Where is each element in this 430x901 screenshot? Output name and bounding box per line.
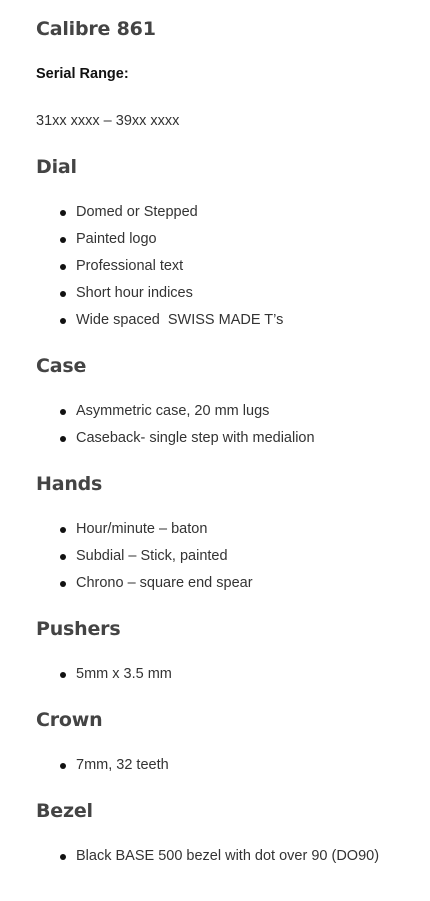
bullet-icon — [60, 581, 66, 587]
page-title: Calibre 861 — [36, 18, 156, 40]
serial-range-label: Serial Range: — [36, 66, 129, 82]
list-item-text: Asymmetric case, 20 mm lugs — [76, 403, 270, 419]
bullet-icon — [60, 527, 66, 533]
list-item — [36, 520, 253, 547]
list-item-text: Chrono – square end spear — [76, 575, 253, 591]
bullet-icon — [60, 291, 66, 297]
dial-list — [36, 203, 283, 338]
crown-heading: Crown — [36, 709, 103, 731]
dial-heading: Dial — [36, 156, 77, 178]
case-list — [36, 402, 315, 456]
list-item — [36, 284, 283, 311]
list-item — [36, 257, 283, 284]
bullet-icon — [60, 237, 66, 243]
bullet-icon — [60, 854, 66, 860]
list-item — [36, 547, 253, 574]
serial-range-value: 31xx xxxx – 39xx xxxx — [36, 113, 180, 129]
pushers-list — [36, 665, 172, 692]
list-item-text: Wide spaced SWISS MADE T’s — [76, 312, 284, 328]
list-item-text: Short hour indices — [76, 285, 193, 301]
list-item-text: Hour/minute – baton — [76, 521, 208, 537]
pushers-heading: Pushers — [36, 618, 121, 640]
list-item — [36, 756, 169, 783]
bullet-icon — [60, 763, 66, 769]
bezel-list — [36, 847, 379, 874]
list-item-text: Domed or Stepped — [76, 204, 198, 220]
list-item — [36, 230, 283, 257]
list-item-text: Subdial – Stick, painted — [76, 548, 228, 564]
list-item — [36, 402, 315, 429]
list-item — [36, 574, 253, 601]
hands-heading: Hands — [36, 473, 103, 495]
bullet-icon — [60, 672, 66, 678]
list-item — [36, 429, 315, 456]
list-item — [36, 665, 172, 692]
case-heading: Case — [36, 355, 87, 377]
hands-list — [36, 520, 253, 601]
bezel-heading: Bezel — [36, 800, 93, 822]
bullet-icon — [60, 264, 66, 270]
crown-list — [36, 756, 169, 783]
bullet-icon — [60, 409, 66, 415]
list-item-text: Professional text — [76, 258, 184, 274]
bullet-icon — [60, 210, 66, 216]
list-item-text: Painted logo — [76, 231, 157, 247]
bullet-icon — [60, 318, 66, 324]
list-item-text: 7mm, 32 teeth — [76, 757, 169, 773]
list-item — [36, 311, 283, 338]
bullet-icon — [60, 436, 66, 442]
bullet-icon — [60, 554, 66, 560]
list-item-text: 5mm x 3.5 mm — [76, 666, 172, 682]
list-item — [36, 203, 283, 230]
list-item-text: Black BASE 500 bezel with dot over 90 (DO90) — [76, 848, 380, 864]
list-item-text: Caseback- single step with medialion — [76, 430, 315, 446]
list-item — [36, 847, 379, 874]
